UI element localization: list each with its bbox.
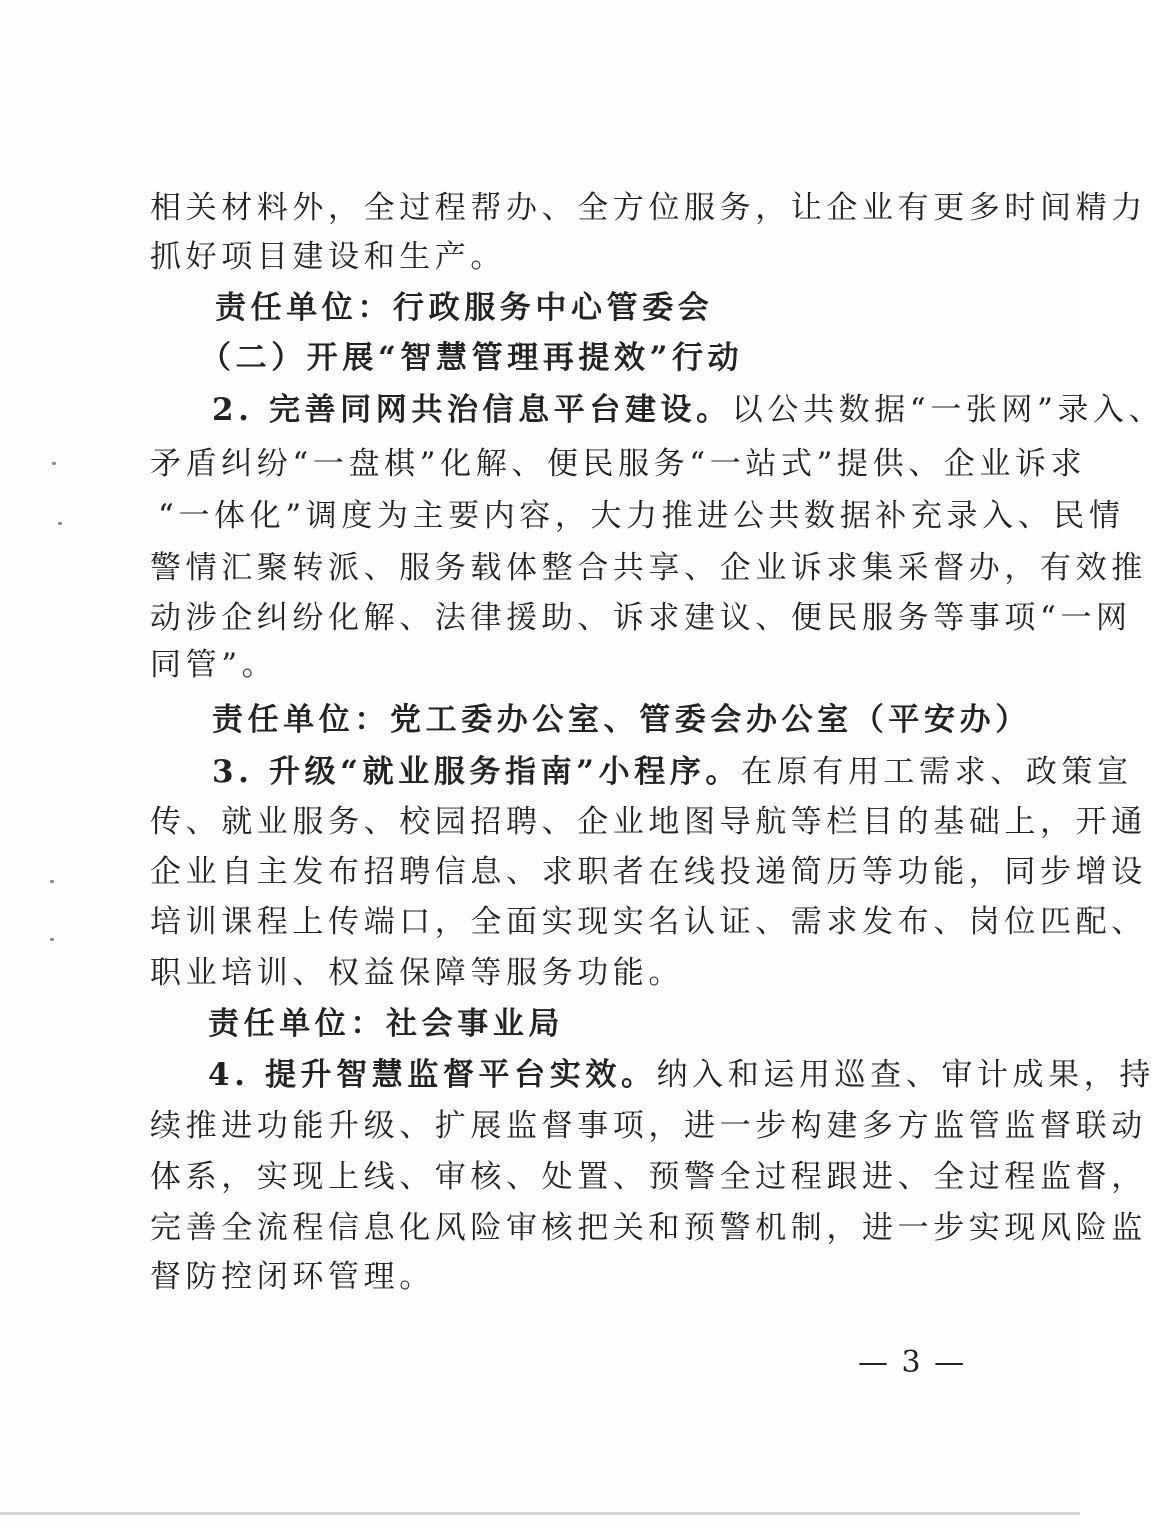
paragraph-line: 动涉企纠纷化解、法律援助、诉求建议、便民服务等事项“一网: [150, 600, 1132, 636]
item-text: 在原有用工需求、政策宣: [741, 754, 1133, 790]
item-line: [212, 390, 1164, 430]
scan-speck: [58, 522, 62, 525]
paragraph-line: 传、就业服务、校园招聘、企业地图导航等栏目的基础上，开通: [150, 804, 1147, 840]
paragraph-line: 相关材料外，全过程帮办、全方位服务，让企业有更多时间精力: [150, 190, 1147, 226]
paragraph-line: 矛盾纠纷“一盘棋”化解、便民服务“一站式”提供、企业诉求: [150, 446, 1087, 482]
paragraph-line: 同管”。: [150, 647, 278, 683]
paragraph-line: 职业培训、权益保障等服务功能。: [150, 955, 684, 991]
scan-speck: [52, 462, 56, 465]
item-line: [208, 1055, 1155, 1095]
paragraph-line: 体系，实现上线、审核、处置、预警全过程跟进、全过程监督，: [150, 1159, 1147, 1195]
item-title: 4. 提升智慧监督平台实效。: [208, 1057, 657, 1093]
responsible-unit-line: 责任单位：社会事业局: [208, 1006, 564, 1042]
paragraph-line: 督防控闭环管理。: [150, 1259, 435, 1295]
scan-speck: [50, 880, 54, 883]
section-heading: （二）开展“智慧管理再提效”行动: [200, 340, 744, 376]
item-line: [212, 752, 1133, 792]
paragraph-line: 警情汇聚转派、服务载体整合共享、企业诉求集采督办，有效推: [150, 550, 1147, 586]
scan-bottom-edge: [0, 1512, 1080, 1515]
page-number: — 3 —: [858, 1345, 967, 1380]
paragraph-line: “一体化”调度为主要内容，大力推进公共数据补充录入、民情: [158, 498, 1125, 534]
responsible-unit-line: 责任单位：行政服务中心管委会: [215, 290, 714, 326]
item-text: 纳入和运用巡查、审计成果，持: [656, 1057, 1155, 1093]
scan-speck: [50, 938, 54, 941]
responsible-unit-line: 责任单位：党工委办公室、管委会办公室（平安办）: [212, 702, 1031, 738]
paragraph-line: 企业自主发布招聘信息、求职者在线投递简历等功能，同步增设: [150, 854, 1147, 890]
paragraph-line: 抓好项目建设和生产。: [150, 239, 506, 275]
paragraph-line: 续推进功能升级、扩展监督事项，进一步构建多方监管监督联动: [150, 1108, 1147, 1144]
paragraph-line: 完善全流程信息化风险审核把关和预警机制，进一步实现风险监: [150, 1210, 1147, 1246]
item-text: 以公共数据“一张网”录入、: [731, 392, 1164, 428]
item-title: 2. 完善同网共治信息平台建设。: [212, 392, 732, 428]
item-title: 3. 升级“就业服务指南”小程序。: [212, 754, 742, 790]
paragraph-line: 培训课程上传端口，全面实现实名认证、需求发布、岗位匹配、: [150, 904, 1147, 940]
